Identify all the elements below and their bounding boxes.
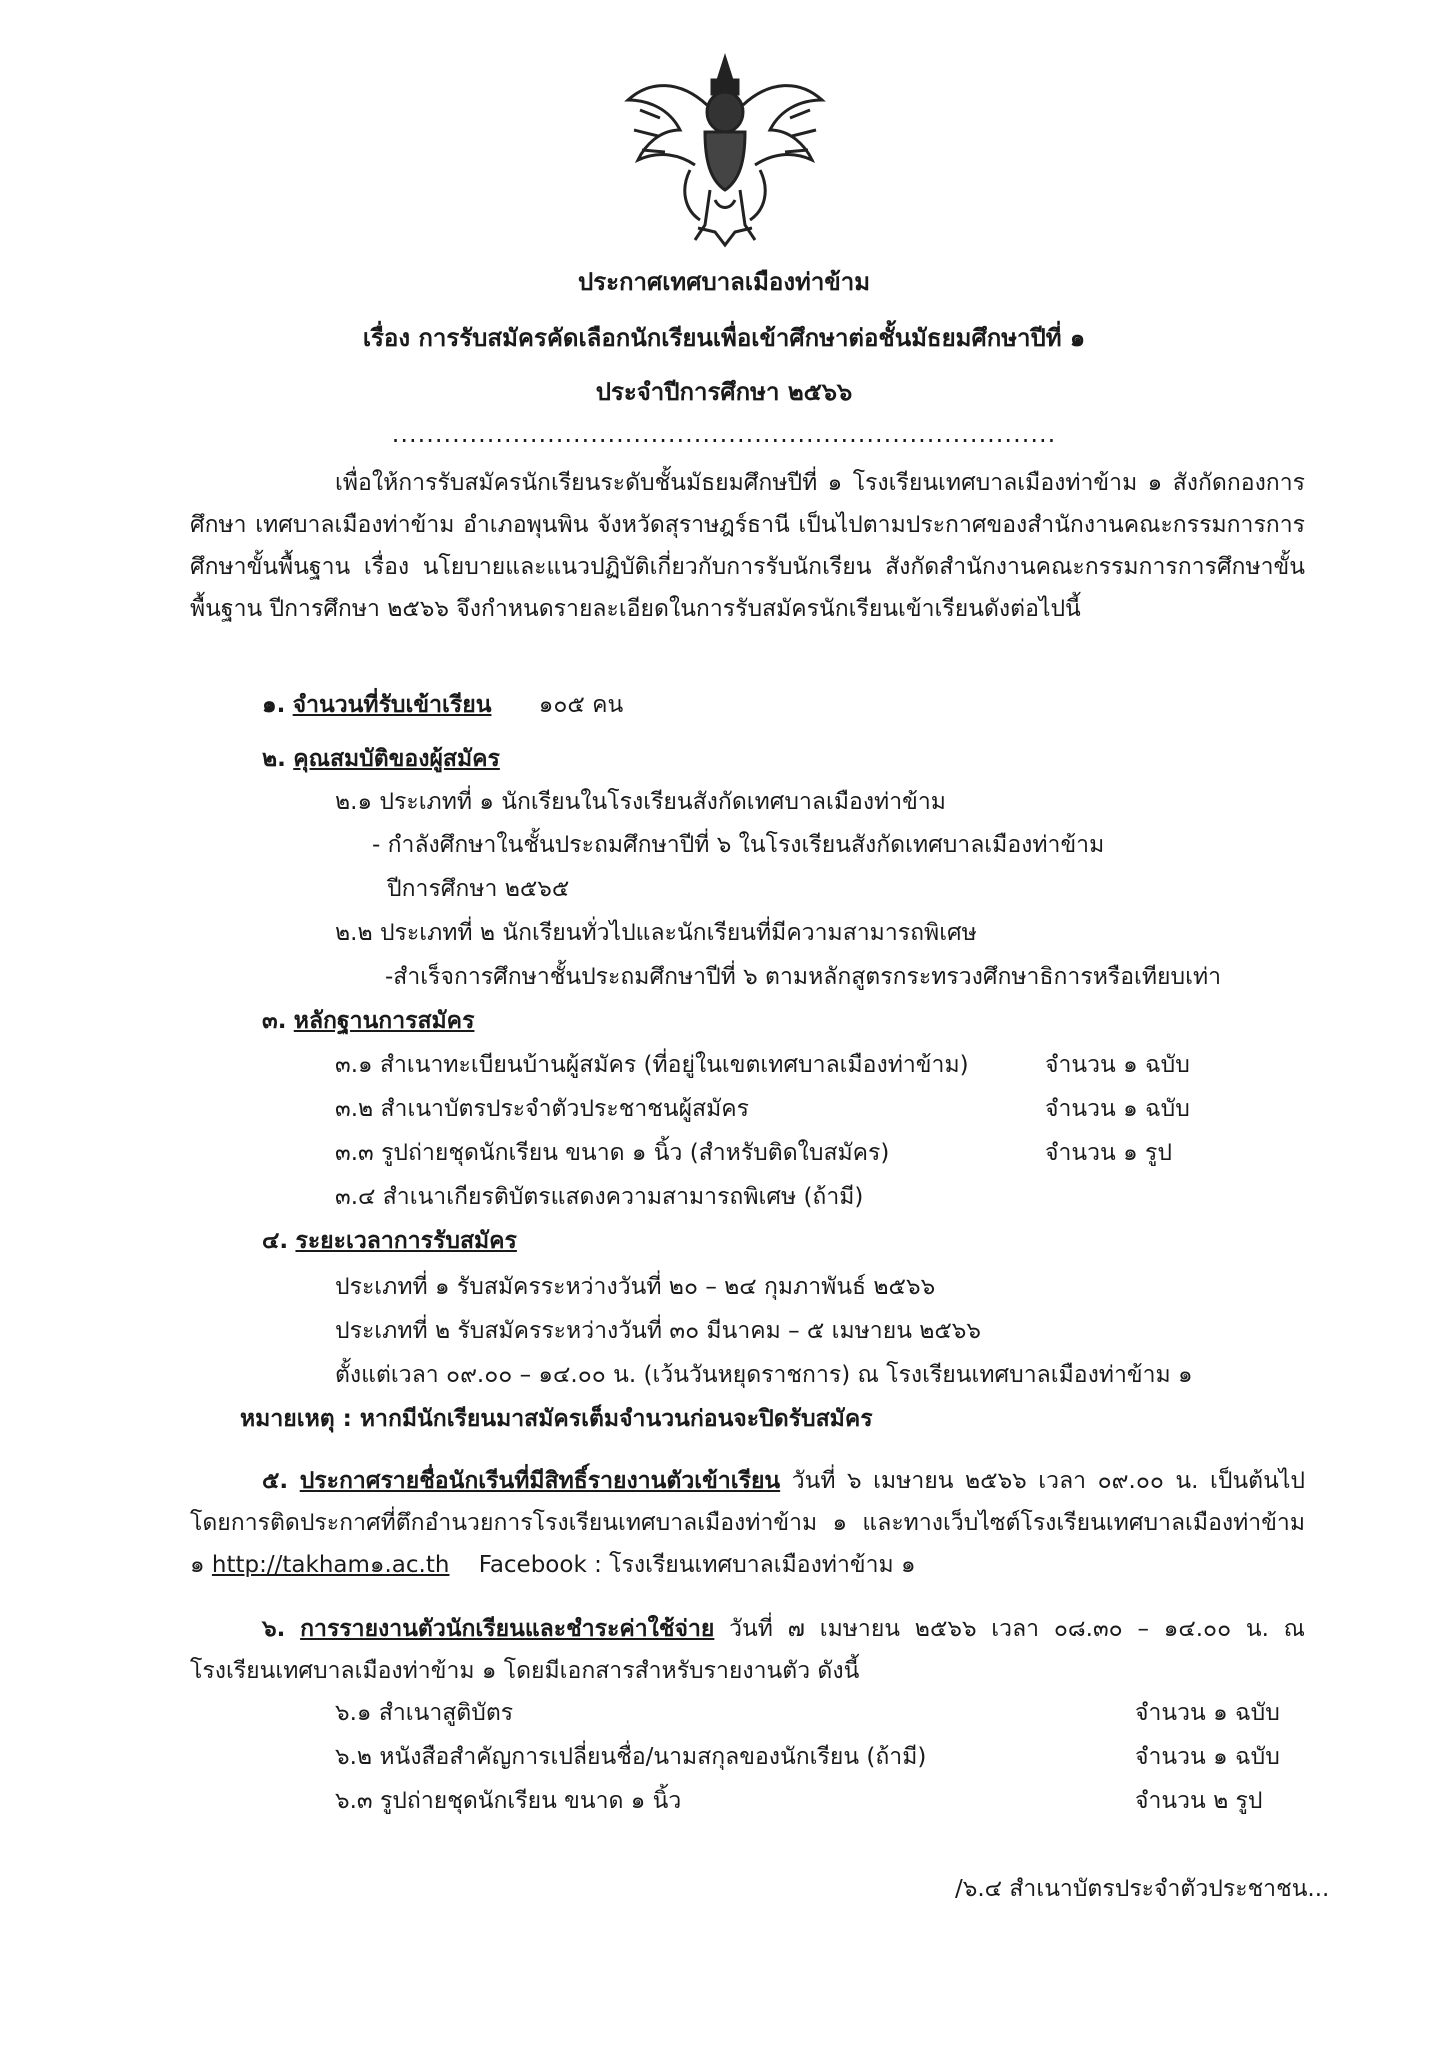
section-3-item-3: ๓.๓ รูปถ่ายชุดนักเรียน ขนาด ๑ นิ้ว (สำหรับติดใบสมัคร) <box>335 1140 890 1166</box>
section-4-hours: ตั้งแต่เวลา ๐๙.๐๐ – ๑๔.๐๐ น. (เว้นวันหยุดราชการ) ณ โรงเรียนเทศบาลเมืองท่าข้าม ๑ <box>335 1362 1193 1388</box>
section-4-number: ๔. <box>262 1228 289 1254</box>
section-5 <box>190 1460 1305 1586</box>
section-3-item-2-amount: จำนวน ๑ ฉบับ <box>1045 1096 1190 1122</box>
section-4-note: หมายเหตุ : หากมีนักเรียนมาสมัครเต็มจำนวนก่อนจะปิดรับสมัคร <box>240 1406 873 1432</box>
section-3-item-3-amount: จำนวน ๑ รูป <box>1045 1140 1172 1166</box>
section-2-title: คุณสมบัติของผู้สมัคร <box>293 746 500 772</box>
section-2-type-2: ๒.๒ ประเภทที่ ๒ นักเรียนทั่วไปและนักเรียนที่มีความสามารถพิเศษ <box>335 920 977 946</box>
continuation-note: /๖.๔ สำเนาบัตรประจำตัวประชาชน... <box>955 1876 1330 1902</box>
announcement-year: ประจำปีการศึกษา ๒๕๖๖ <box>595 378 853 406</box>
section-3-item-2: ๓.๒ สำเนาบัตรประจำตัวประชาชนผู้สมัคร <box>335 1096 749 1122</box>
section-6 <box>190 1608 1305 1692</box>
section-1-number: ๑. <box>262 692 286 718</box>
section-2-type-1: ๒.๑ ประเภทที่ ๑ นักเรียนในโรงเรียนสังกัดเทศบาลเมืองท่าข้าม <box>335 789 946 815</box>
section-4-type-1-dates: ประเภทที่ ๑ รับสมัครระหว่างวันที่ ๒๐ – ๒๔ กุมภาพันธ์ ๒๕๖๖ <box>335 1274 936 1300</box>
section-4-title: ระยะเวลาการรับสมัคร <box>295 1228 517 1254</box>
section-6-title: การรายงานตัวนักเรียนและชำระค่าใช้จ่าย <box>300 1616 715 1642</box>
section-5-title: ประกาศรายชื่อนักเรีนที่มีสิทธิ์รายงานตัวเข้าเรียน <box>299 1468 781 1494</box>
section-3-title: หลักฐานการสมัคร <box>293 1008 475 1034</box>
section-6-item-1: ๖.๑ สำเนาสูติบัตร <box>335 1700 514 1726</box>
section-4-type-2-dates: ประเภทที่ ๒ รับสมัครระหว่างวันที่ ๓๐ มีนาคม – ๕ เมษายน ๒๕๖๖ <box>335 1318 981 1344</box>
section-6-item-3-amount: จำนวน ๒ รูป <box>1135 1788 1263 1814</box>
section-3-item-1-amount: จำนวน ๑ ฉบับ <box>1045 1052 1190 1078</box>
section-2-type-1-year: ปีการศึกษา ๒๕๖๕ <box>387 876 570 902</box>
section-6-item-2-amount: จำนวน ๑ ฉบับ <box>1135 1744 1280 1770</box>
section-4 <box>262 1226 517 1256</box>
section-1-value: ๑๐๕ คน <box>538 692 624 718</box>
section-5-text: วันที่ ๖ เมษายน ๒๕๖๖ เวลา ๐๙.๐๐ น. เป็นต้นไป โดยการติดประกาศที่ตึกอำนวยการโรงเรียนเทศบาลเมืองท่าข้าม ๑ และทางเว็บไซต์โรงเรียนเทศบาลเมืองท่าข้าม ๑ <box>190 1468 1306 1578</box>
section-6-number: ๖. <box>262 1616 286 1642</box>
section-2 <box>262 744 500 774</box>
section-1-title: จำนวนที่รับเข้าเรียน <box>292 692 492 718</box>
section-6-item-3: ๖.๓ รูปถ่ายชุดนักเรียน ขนาด ๑ นิ้ว <box>335 1788 682 1814</box>
section-3-item-1: ๓.๑ สำเนาทะเบียนบ้านผู้สมัคร (ที่อยู่ในเขตเทศบาลเมืองท่าข้าม) <box>335 1052 969 1078</box>
intro-paragraph: เพื่อให้การรับสมัครนักเรียนระดับชั้นมัธยมศึกษปีที่ ๑ โรงเรียนเทศบาลเมืองท่าข้าม ๑ สังกัดกองการศึกษา เทศบาลเมืองท่าข้าม อำเภอพุนพิน จังหวัดสุราษฎร์ธานี เป็นไปตามประกาศของสำนักงานคณะกรรมการการศึกษาขั้นพื้นฐาน เรื่อง นโยบายและแนวปฏิบัติเกี่ยวกับการรับนักเรียน สังกัดสำนักงานคณะกรรมการการศึกษาขั้นพื้นฐาน ปีการศึกษา ๒๕๖๖ จึงกำหนดรายละเอียดในการรับสมัครนักเรียนเข้าเรียนดังต่อไปนี้ <box>190 470 1305 622</box>
section-3 <box>262 1006 474 1036</box>
school-facebook: Facebook : โรงเรียนเทศบาลเมืองท่าข้าม ๑ <box>478 1552 916 1578</box>
section-6-item-1-amount: จำนวน ๑ ฉบับ <box>1135 1700 1280 1726</box>
section-2-number: ๒. <box>262 746 286 772</box>
section-3-item-4: ๓.๔ สำเนาเกียรติบัตรแสดงความสามารถพิเศษ (ถ้ามี) <box>335 1184 864 1210</box>
section-6-text: วันที่ ๗ เมษายน ๒๕๖๖ เวลา ๐๘.๓๐ – ๑๔.๐๐ น. ณ โรงเรียนเทศบาลเมืองท่าข้าม ๑ โดยมีเอกสารสำหรับรายงานตัว ดังนี้ <box>190 1616 1306 1684</box>
section-3-number: ๓. <box>262 1008 287 1034</box>
section-2-type-1-detail: - กำลังศึกษาในชั้นประถมศึกษาปีที่ ๖ ในโรงเรียนสังกัดเทศบาลเมืองท่าข้าม <box>372 832 1105 858</box>
section-6-item-2: ๖.๒ หนังสือสำคัญการเปลี่ยนชื่อ/นามสกุลของนักเรียน (ถ้ามี) <box>335 1744 927 1770</box>
section-5-number: ๕. <box>262 1468 289 1494</box>
header-divider: ............................................................................. <box>391 420 1057 448</box>
section-2-type-2-detail: -สำเร็จการศึกษาชั้นประถมศึกษาปีที่ ๖ ตามหลักสูตรกระทรวงศึกษาธิการหรือเทียบเท่า <box>385 964 1222 990</box>
garuda-emblem-icon <box>620 50 830 250</box>
announcement-title: ประกาศเทศบาลเมืองท่าข้าม <box>577 268 871 296</box>
announcement-subject: เรื่อง การรับสมัครคัดเลือกนักเรียนเพื่อเข้าศึกษาต่อชั้นมัธยมศึกษาปีที่ ๑ <box>362 324 1086 352</box>
section-1 <box>262 690 623 720</box>
school-website-link[interactable]: http://takham๑.ac.th <box>211 1552 450 1578</box>
